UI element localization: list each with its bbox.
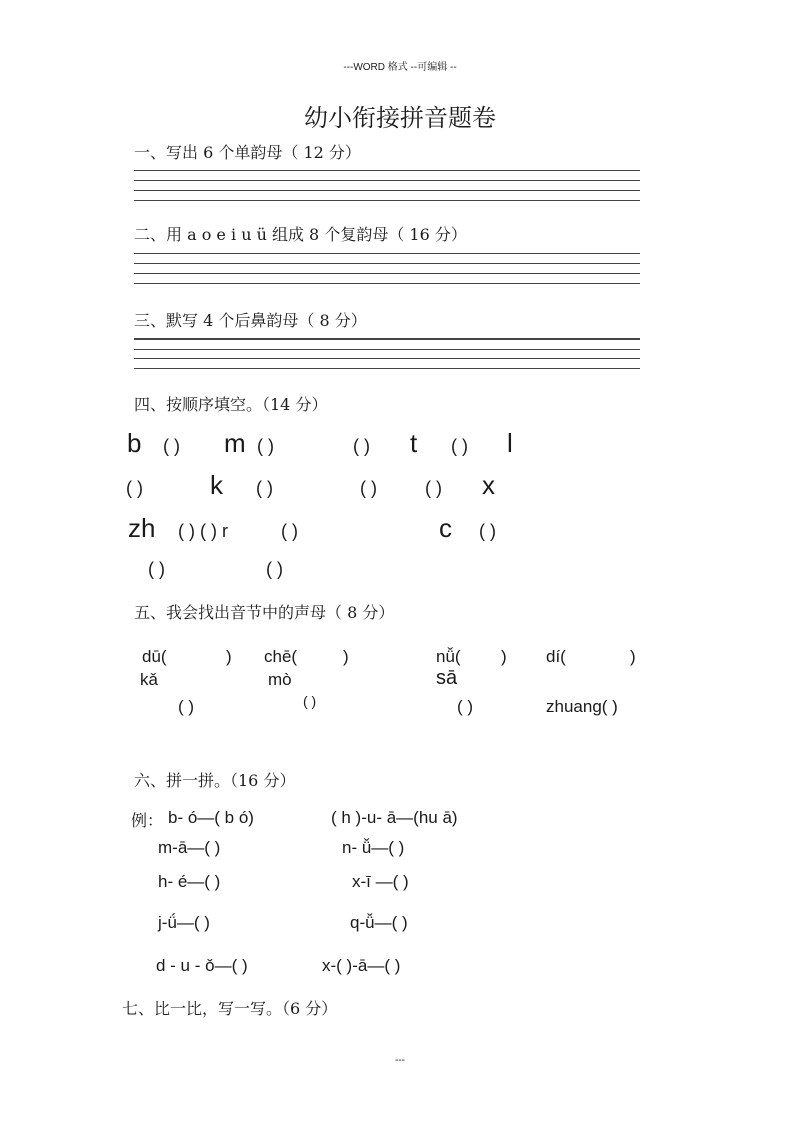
syllable: zhuang( ) bbox=[546, 697, 618, 716]
blank: ( ) bbox=[281, 521, 298, 541]
blank-close: ) bbox=[343, 647, 349, 666]
answer-line bbox=[134, 273, 640, 274]
letter: m bbox=[224, 428, 246, 458]
example-right: ( h )-u- ā—(hu ā) bbox=[331, 808, 458, 827]
answer-line bbox=[134, 190, 640, 191]
blank: ( ) bbox=[425, 478, 442, 498]
section-2-heading: 二、用 a o e i u ü 组成 8 个复韵母（ 16 分） bbox=[134, 225, 467, 244]
answer-line bbox=[134, 253, 640, 254]
spell-item: m-ā—( ) bbox=[158, 838, 221, 857]
syllable: dū( bbox=[142, 647, 167, 666]
spell-item: q-ǚ—( ) bbox=[350, 913, 408, 932]
section-6-heading: 六、拼一拼。（16 分） bbox=[134, 771, 296, 790]
page-footer: --- bbox=[395, 1055, 405, 1066]
answer-line bbox=[134, 338, 640, 340]
spell-item: d - u - ǒ—( ) bbox=[156, 956, 248, 975]
letter: c bbox=[439, 513, 452, 543]
blank: ( ) bbox=[451, 436, 468, 456]
syllable: mò bbox=[268, 670, 292, 689]
blank: ( ) bbox=[353, 436, 370, 456]
blank: ( ) ( ) r bbox=[178, 521, 228, 541]
blank-close: ) bbox=[630, 647, 636, 666]
blank-close: ) bbox=[501, 647, 507, 666]
spell-item: n- ǚ—( ) bbox=[342, 838, 405, 857]
syllable: chē( bbox=[264, 647, 298, 666]
example-label: 例： bbox=[131, 811, 164, 830]
letter: b bbox=[127, 428, 142, 458]
blank: ( ) bbox=[457, 697, 474, 716]
blank: ( ) bbox=[163, 436, 180, 456]
letter: t bbox=[410, 428, 418, 458]
letter: x bbox=[482, 470, 495, 500]
blank: ( ) bbox=[257, 436, 274, 456]
syllable: sā bbox=[436, 667, 458, 689]
blank: ( ) bbox=[479, 521, 496, 541]
blank: ( ) bbox=[126, 478, 143, 498]
spell-item: x-( )-ā—( ) bbox=[322, 956, 401, 975]
blank: ( ) bbox=[178, 697, 195, 716]
answer-line bbox=[134, 283, 640, 284]
answer-line bbox=[134, 358, 640, 359]
blank-close: ) bbox=[226, 647, 232, 666]
syllable: nǚ( bbox=[436, 647, 461, 666]
blank: ( ) bbox=[360, 478, 377, 498]
spell-item: x-ī —( ) bbox=[352, 872, 409, 891]
section-5-heading: 五、我会找出音节中的声母（ 8 分） bbox=[134, 603, 395, 622]
blank: ( ) bbox=[266, 559, 283, 579]
blank: ( ) bbox=[256, 478, 273, 498]
answer-line bbox=[134, 200, 640, 201]
page-title: 幼小衔接拼音题卷 bbox=[304, 104, 496, 132]
page-header: ---WORD 格式 --可编辑 -- bbox=[343, 62, 457, 73]
section-4-heading: 四、按顺序填空。（14 分） bbox=[134, 395, 328, 414]
blank: ( ) bbox=[148, 559, 165, 579]
answer-line bbox=[134, 170, 640, 171]
spell-item: h- é—( ) bbox=[158, 872, 221, 891]
answer-line bbox=[134, 349, 640, 350]
spell-item: j-ǘ—( ) bbox=[158, 913, 210, 932]
letter: l bbox=[507, 428, 513, 458]
letter: k bbox=[210, 470, 223, 500]
letter: zh bbox=[128, 513, 156, 543]
syllable: dí( bbox=[546, 647, 566, 666]
example-left: b- ó—( b ó) bbox=[168, 808, 254, 827]
syllable: kǎ bbox=[140, 670, 158, 689]
blank: ( ) bbox=[303, 693, 317, 709]
answer-line bbox=[134, 180, 640, 181]
answer-line bbox=[134, 368, 640, 369]
answer-line bbox=[134, 263, 640, 264]
section-1-heading: 一、写出 6 个单韵母（ 12 分） bbox=[134, 143, 361, 162]
section-3-heading: 三、默写 4 个后鼻韵母（ 8 分） bbox=[134, 311, 367, 330]
section-7-heading: 七、比一比，写一写。（6 分） bbox=[122, 999, 338, 1018]
